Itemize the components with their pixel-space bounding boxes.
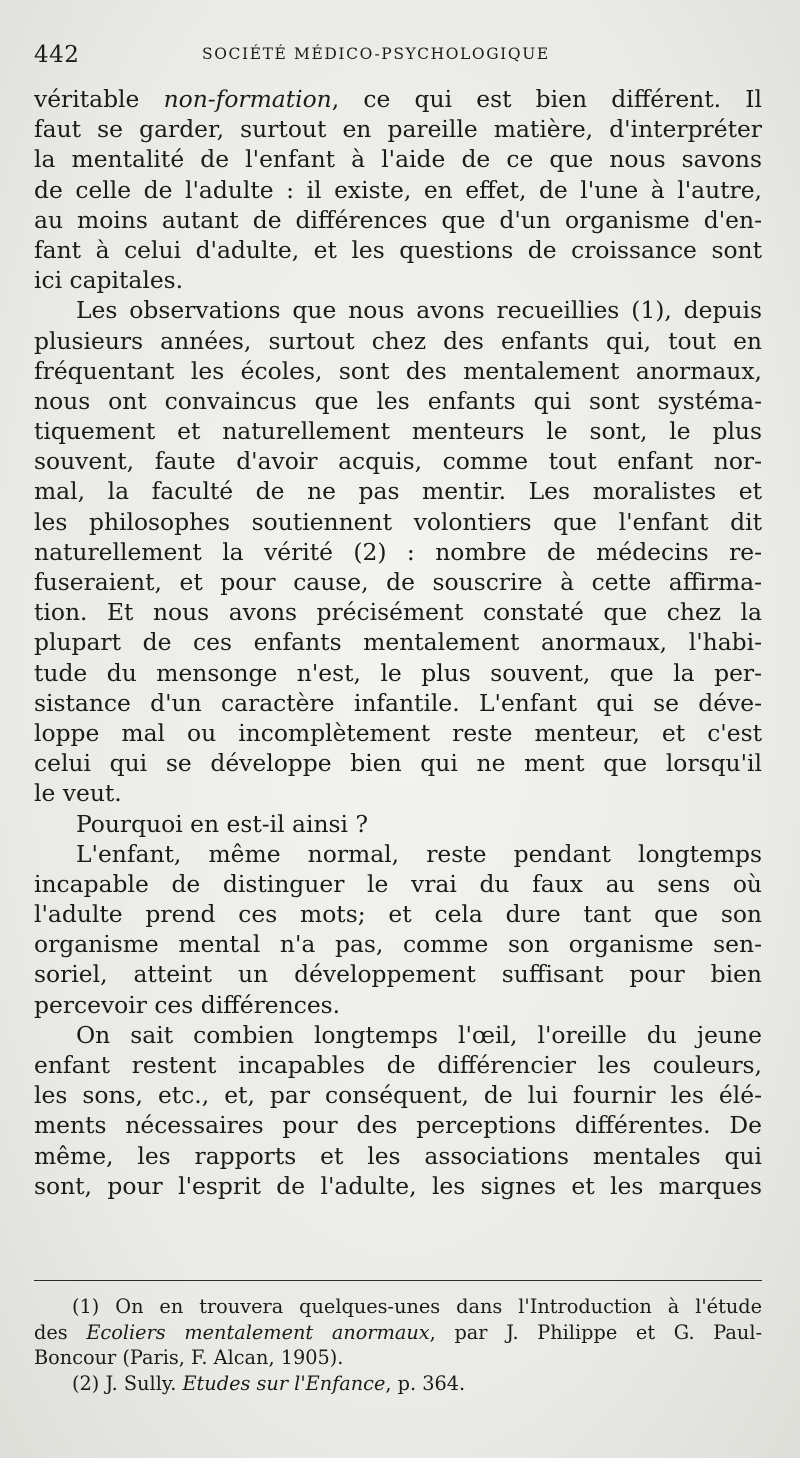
italic-term: non-formation: [163, 85, 332, 113]
text-line: les sons, etc., et, par conséquent, de lui fournir les élé-: [34, 1081, 762, 1110]
text-line: fréquentant les écoles, sont des mentalement anormaux,: [34, 356, 762, 385]
italic-title: Etudes sur l'Enfance: [182, 1371, 386, 1395]
text-line: véritable non-formation, ce qui est bien différent. Il: [34, 85, 762, 113]
text-line: la mentalité de l'enfant à l'aide de ce que nous savons: [34, 145, 762, 174]
text-line: celui qui se développe bien qui ne ment que lorsqu'il: [34, 749, 762, 778]
text-line: enfant restent incapables de différencier les couleurs,: [34, 1051, 762, 1079]
page-number: 442: [34, 42, 80, 68]
text-line: incapable de distinguer le vrai du faux au sens où: [34, 869, 762, 898]
paragraph-start: On sait combien longtemps l'œil, l'oreille du jeune: [76, 1020, 762, 1049]
text-line: au moins autant de différences que d'un organisme d'en-: [34, 205, 762, 234]
text-line: mal, la faculté de ne pas mentir. Les moralistes et: [34, 477, 762, 506]
italic-title: Ecoliers mentalement anormaux: [86, 1320, 430, 1344]
text-line: les philosophes soutiennent volontiers que l'enfant dit: [34, 507, 762, 536]
text-line: percevoir ces différences.: [34, 990, 341, 1019]
footnote-1-line: Boncour (Paris, F. Alcan, 1905).: [34, 1346, 344, 1369]
page-header: [34, 42, 764, 72]
text-line: le veut.: [34, 779, 122, 808]
paragraph-start: L'enfant, même normal, reste pendant longtemps: [76, 839, 762, 868]
text-line: nous ont convaincus que les enfants qui sont systéma-: [34, 386, 762, 415]
text-line: même, les rapports et les associations mentales qui: [34, 1141, 762, 1170]
footnote-2: (2) J. Sully. Etudes sur l'Enfance, p. 364.: [72, 1371, 466, 1395]
text-line: plusieurs années, surtout chez des enfants qui, tout en: [34, 326, 762, 355]
text-line: sont, pour l'esprit de l'adulte, les signes et les marques: [34, 1171, 762, 1200]
text-line: ici capitales.: [34, 266, 184, 295]
text-line: l'adulte prend ces mots; et cela dure tant que son: [34, 900, 762, 929]
footnote-1: (1) On en trouvera quelques-unes dans l'Introduction à l'étude: [72, 1295, 762, 1318]
footnote-1-line: des Ecoliers mentalement anormaux, par J. Philippe et G. Paul-: [34, 1320, 762, 1344]
text-line: souvent, faute d'avoir acquis, comme tout enfant nor-: [34, 447, 762, 476]
text-line: fuseraient, et pour cause, de souscrire à cette affirma-: [34, 568, 762, 596]
text-line: tude du mensonge n'est, le plus souvent, que la per-: [34, 658, 762, 687]
paragraph-start: Pourquoi en est-il ainsi ?: [76, 809, 368, 838]
text-line: tiquement et naturellement menteurs le sont, le plus: [34, 417, 762, 446]
text-line: ments nécessaires pour des perceptions différentes. De: [34, 1111, 762, 1140]
text-line: tion. Et nous avons précisément constaté que chez la: [34, 598, 762, 627]
text-line: faut se garder, surtout en pareille matière, d'interpréter: [34, 115, 762, 144]
paragraph-start: Les observations que nous avons recueillies (1), depuis: [76, 296, 762, 325]
body-text: [34, 84, 762, 1201]
text-line: plupart de ces enfants mentalement anormaux, l'habi-: [34, 628, 762, 657]
text-line: organisme mental n'a pas, comme son organisme sen-: [34, 930, 762, 959]
text-line: loppe mal ou incomplètement reste menteur, et c'est: [34, 718, 762, 747]
text-line: fant à celui d'adulte, et les questions de croissance sont: [34, 235, 762, 264]
text-line: naturellement la vérité (2) : nombre de médecins re-: [34, 537, 762, 566]
running-head: SOCIÉTÉ MÉDICO-PSYCHOLOGIQUE: [202, 45, 550, 63]
footnotes: [34, 1294, 762, 1396]
text-line: sistance d'un caractère infantile. L'enfant qui se déve-: [34, 688, 762, 717]
footnote-rule: [34, 1280, 762, 1281]
text-line: de celle de l'adulte : il existe, en effet, de l'une à l'autre,: [34, 175, 762, 204]
text-line: soriel, atteint un développement suffisant pour bien: [34, 960, 762, 989]
